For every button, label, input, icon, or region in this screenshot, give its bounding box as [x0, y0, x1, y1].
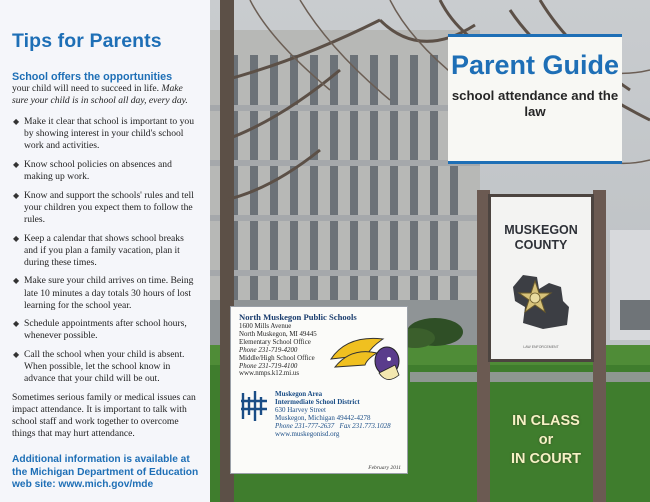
diamond-bullet-icon: ◆: [13, 190, 20, 200]
isd-address-2: Muskegon, Michigan 49442-4278: [275, 413, 371, 422]
tips-panel: [0, 0, 210, 502]
diamond-bullet-icon: ◆: [13, 319, 20, 329]
diamond-bullet-icon: ◆: [13, 159, 20, 169]
sign-text: [491, 223, 591, 252]
tip-text: Make sure your child arrives on time. Being late 10 minutes a day totals 30 hours of lost learning for the school year.: [24, 275, 194, 311]
nmps-website[interactable]: www.nmps.k12.mi.us: [239, 370, 300, 378]
publication-date: February 2011: [368, 465, 401, 471]
diamond-bullet-icon: ◆: [13, 350, 20, 360]
page-subtitle: school attendance and the law: [451, 88, 619, 119]
isd-phone: Phone 231-777-2637: [275, 421, 335, 430]
diamond-bullet-icon: ◆: [13, 117, 20, 126]
tip-item: [12, 275, 200, 311]
contact-card: [230, 306, 408, 474]
tips-title: Tips for Parents: [12, 30, 162, 52]
tip-item: [12, 190, 200, 226]
tagline-line-1: IN CLASS: [512, 413, 580, 429]
closing-paragraph: Sometimes serious family or medical issues can impact attendance. It is important to talk with school staff and work together to overcome things that may hurt attendance.: [12, 391, 196, 440]
page-title: Parent Guide: [450, 50, 620, 80]
title-card: [448, 34, 622, 164]
tagline-line-2: or: [538, 432, 554, 448]
isd-contact: [275, 391, 391, 438]
tips-list: [12, 116, 200, 385]
nmps-mhs-label: Middle/High School Office: [239, 354, 315, 362]
isd-logo-icon: [239, 389, 269, 423]
tip-item: [12, 159, 200, 183]
nmps-elem-phone: Phone 231-719-4200: [239, 346, 298, 354]
intro-plain: your child will need to succeed in life.: [12, 83, 160, 94]
viking-mascot-icon: [327, 329, 405, 385]
isd-address-1: 630 Harvey Street: [275, 405, 326, 414]
nmps-address-1: 1600 Mills Avenue: [239, 323, 292, 330]
additional-info: Additional information is available at the Michigan Department of Education web site: www.mich.gov/mde: [12, 454, 199, 491]
tagline-line-3: IN COURT: [510, 451, 582, 467]
nmps-contact: [239, 323, 317, 378]
diamond-bullet-icon: ◆: [13, 233, 20, 243]
county-sign: [488, 194, 594, 362]
tagline: [472, 412, 620, 469]
intro-text: [12, 83, 200, 107]
tip-item: [12, 233, 200, 269]
nmps-elem-label: Elementary School Office: [239, 338, 311, 346]
tip-item: [12, 349, 200, 385]
tip-text: Know school policies on absences and making up work.: [24, 158, 172, 182]
diamond-bullet-icon: ◆: [13, 276, 20, 286]
isd-name-1: Muskegon Area: [275, 390, 323, 398]
sign-line-1: MUSKEGON: [504, 223, 578, 237]
nmps-mhs-phone: Phone 231-719-4100: [239, 362, 298, 370]
sign-small-text: LAW ENFORCEMENT: [523, 345, 559, 349]
intro-heading: School offers the opportunities: [12, 71, 173, 83]
tip-item: [12, 318, 200, 342]
tip-text: Know and support the schools' rules and tell your children you expect them to follow the rules.: [24, 189, 194, 225]
sheriff-badge-icon: [503, 267, 579, 337]
isd-fax: Fax 231.773.1028: [339, 421, 391, 430]
tip-text: Schedule appointments after school hours, whenever possible.: [24, 318, 187, 342]
tip-text: Make it clear that school is important to you by showing interest in your child's school work and activities.: [24, 116, 194, 152]
tip-text: Call the school when your child is absent. When possible, let the school know in advance that your child will be out.: [24, 349, 185, 385]
sign-line-2: COUNTY: [514, 237, 568, 252]
isd-website[interactable]: www.muskegonisd.org: [275, 429, 340, 438]
tip-text: Keep a calendar that shows school breaks and if you plan a family vacation, plan it during these times.: [24, 232, 184, 268]
nmps-name: North Muskegon Public Schools: [239, 312, 357, 322]
tip-item: [12, 116, 200, 152]
isd-name-2: Intermediate School District: [275, 397, 360, 406]
intro-emphasis: Make sure your child is in school all day, every day.: [12, 83, 188, 106]
nmps-address-2: North Muskegon, MI 49445: [239, 330, 317, 338]
